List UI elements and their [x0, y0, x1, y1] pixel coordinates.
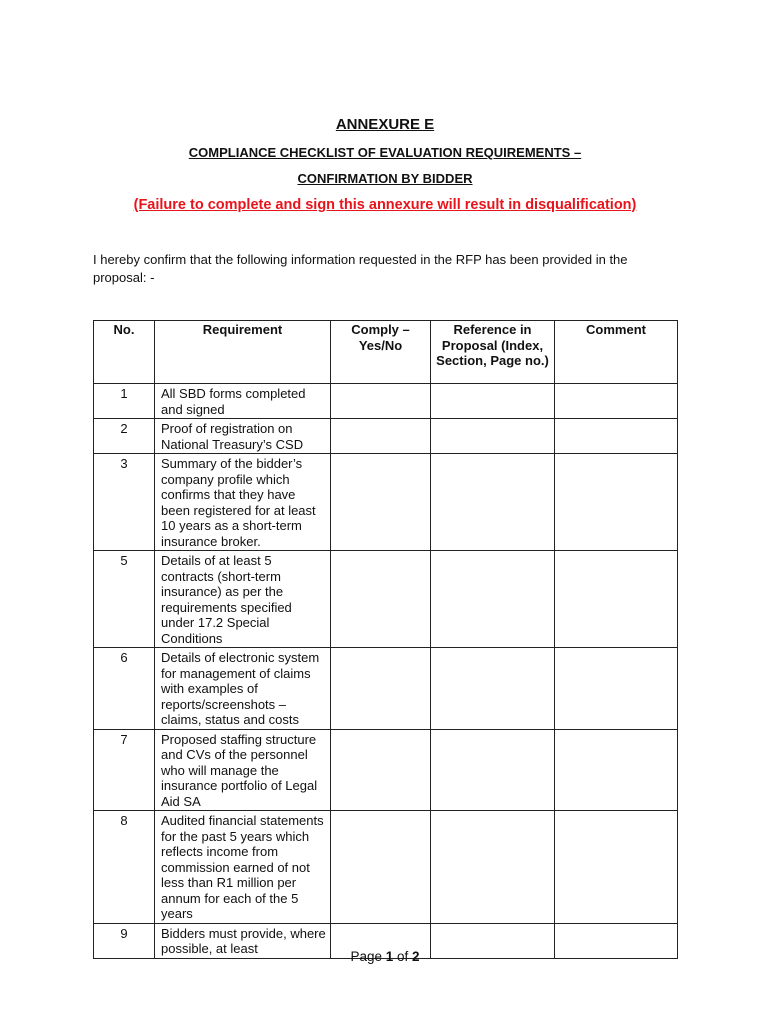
row-number: 6 — [94, 648, 155, 730]
row-requirement: Proposed staffing structure and CVs of the personnel who will manage the insurance portfolio of Legal Aid SA — [155, 729, 331, 811]
comply-cell[interactable] — [331, 419, 431, 454]
row-requirement: Details of electronic system for management of claims with examples of reports/screenshots – claims, status and costs — [155, 648, 331, 730]
reference-cell[interactable] — [431, 811, 555, 924]
row-number: 5 — [94, 551, 155, 648]
header-requirement: Requirement — [155, 321, 331, 384]
header-no: No. — [94, 321, 155, 384]
table-row — [94, 811, 678, 924]
table-row — [94, 419, 678, 454]
of-word: of — [397, 949, 409, 964]
header-comply: Comply – Yes/No — [331, 321, 431, 384]
disqualification-warning: (Failure to complete and sign this annexure will result in disqualification) — [133, 197, 637, 213]
comply-cell[interactable] — [331, 811, 431, 924]
table-row — [94, 729, 678, 811]
row-number: 9 — [94, 923, 155, 958]
comment-cell[interactable] — [555, 648, 678, 730]
row-number: 2 — [94, 419, 155, 454]
current-page-number: 1 — [385, 949, 394, 964]
table-row — [94, 648, 678, 730]
table-row — [94, 551, 678, 648]
comment-cell[interactable] — [555, 419, 678, 454]
header-comment: Comment — [555, 321, 678, 384]
row-requirement: Proof of registration on National Treasury’s CSD — [155, 419, 331, 454]
comply-cell[interactable] — [331, 729, 431, 811]
comment-cell[interactable] — [555, 551, 678, 648]
comment-cell[interactable] — [555, 811, 678, 924]
checklist-title: COMPLIANCE CHECKLIST OF EVALUATION REQUIREMENTS – — [188, 145, 582, 160]
page-word: Page — [350, 949, 382, 964]
reference-cell[interactable] — [431, 454, 555, 551]
row-requirement: All SBD forms completed and signed — [155, 384, 331, 419]
reference-cell[interactable] — [431, 384, 555, 419]
comment-cell[interactable] — [555, 729, 678, 811]
row-requirement: Bidders must provide, where possible, at least — [155, 923, 331, 958]
comply-cell[interactable] — [331, 384, 431, 419]
total-pages-number: 2 — [412, 949, 420, 964]
intro-paragraph: I hereby confirm that the following information requested in the RFP has been provided in the proposal: - — [93, 252, 628, 285]
row-requirement: Details of at least 5 contracts (short-term insurance) as per the requirements specified under 17.2 Special Conditions — [155, 551, 331, 648]
row-number: 7 — [94, 729, 155, 811]
table-header-row — [94, 321, 678, 384]
reference-cell[interactable] — [431, 729, 555, 811]
row-number: 1 — [94, 384, 155, 419]
confirmation-title: CONFIRMATION BY BIDDER — [297, 171, 473, 186]
comply-cell[interactable] — [331, 648, 431, 730]
comment-cell[interactable] — [555, 454, 678, 551]
reference-cell[interactable] — [431, 648, 555, 730]
page-footer — [0, 949, 770, 964]
comply-cell[interactable] — [331, 454, 431, 551]
table-row — [94, 454, 678, 551]
reference-cell[interactable] — [431, 551, 555, 648]
comply-cell[interactable] — [331, 551, 431, 648]
row-number: 3 — [94, 454, 155, 551]
header-reference: Reference in Proposal (Index, Section, Page no.) — [431, 321, 555, 384]
annexure-title: ANNEXURE E — [335, 116, 435, 133]
table-row — [94, 384, 678, 419]
compliance-checklist-table — [93, 320, 678, 959]
row-number: 8 — [94, 811, 155, 924]
reference-cell[interactable] — [431, 419, 555, 454]
row-requirement: Audited financial statements for the past 5 years which reflects income from commission earned of not less than R1 million per annum for each of the 5 years — [155, 811, 331, 924]
row-requirement: Summary of the bidder’s company profile which confirms that they have been registered for at least 10 years as a short-term insurance broker. — [155, 454, 331, 551]
comment-cell[interactable] — [555, 384, 678, 419]
